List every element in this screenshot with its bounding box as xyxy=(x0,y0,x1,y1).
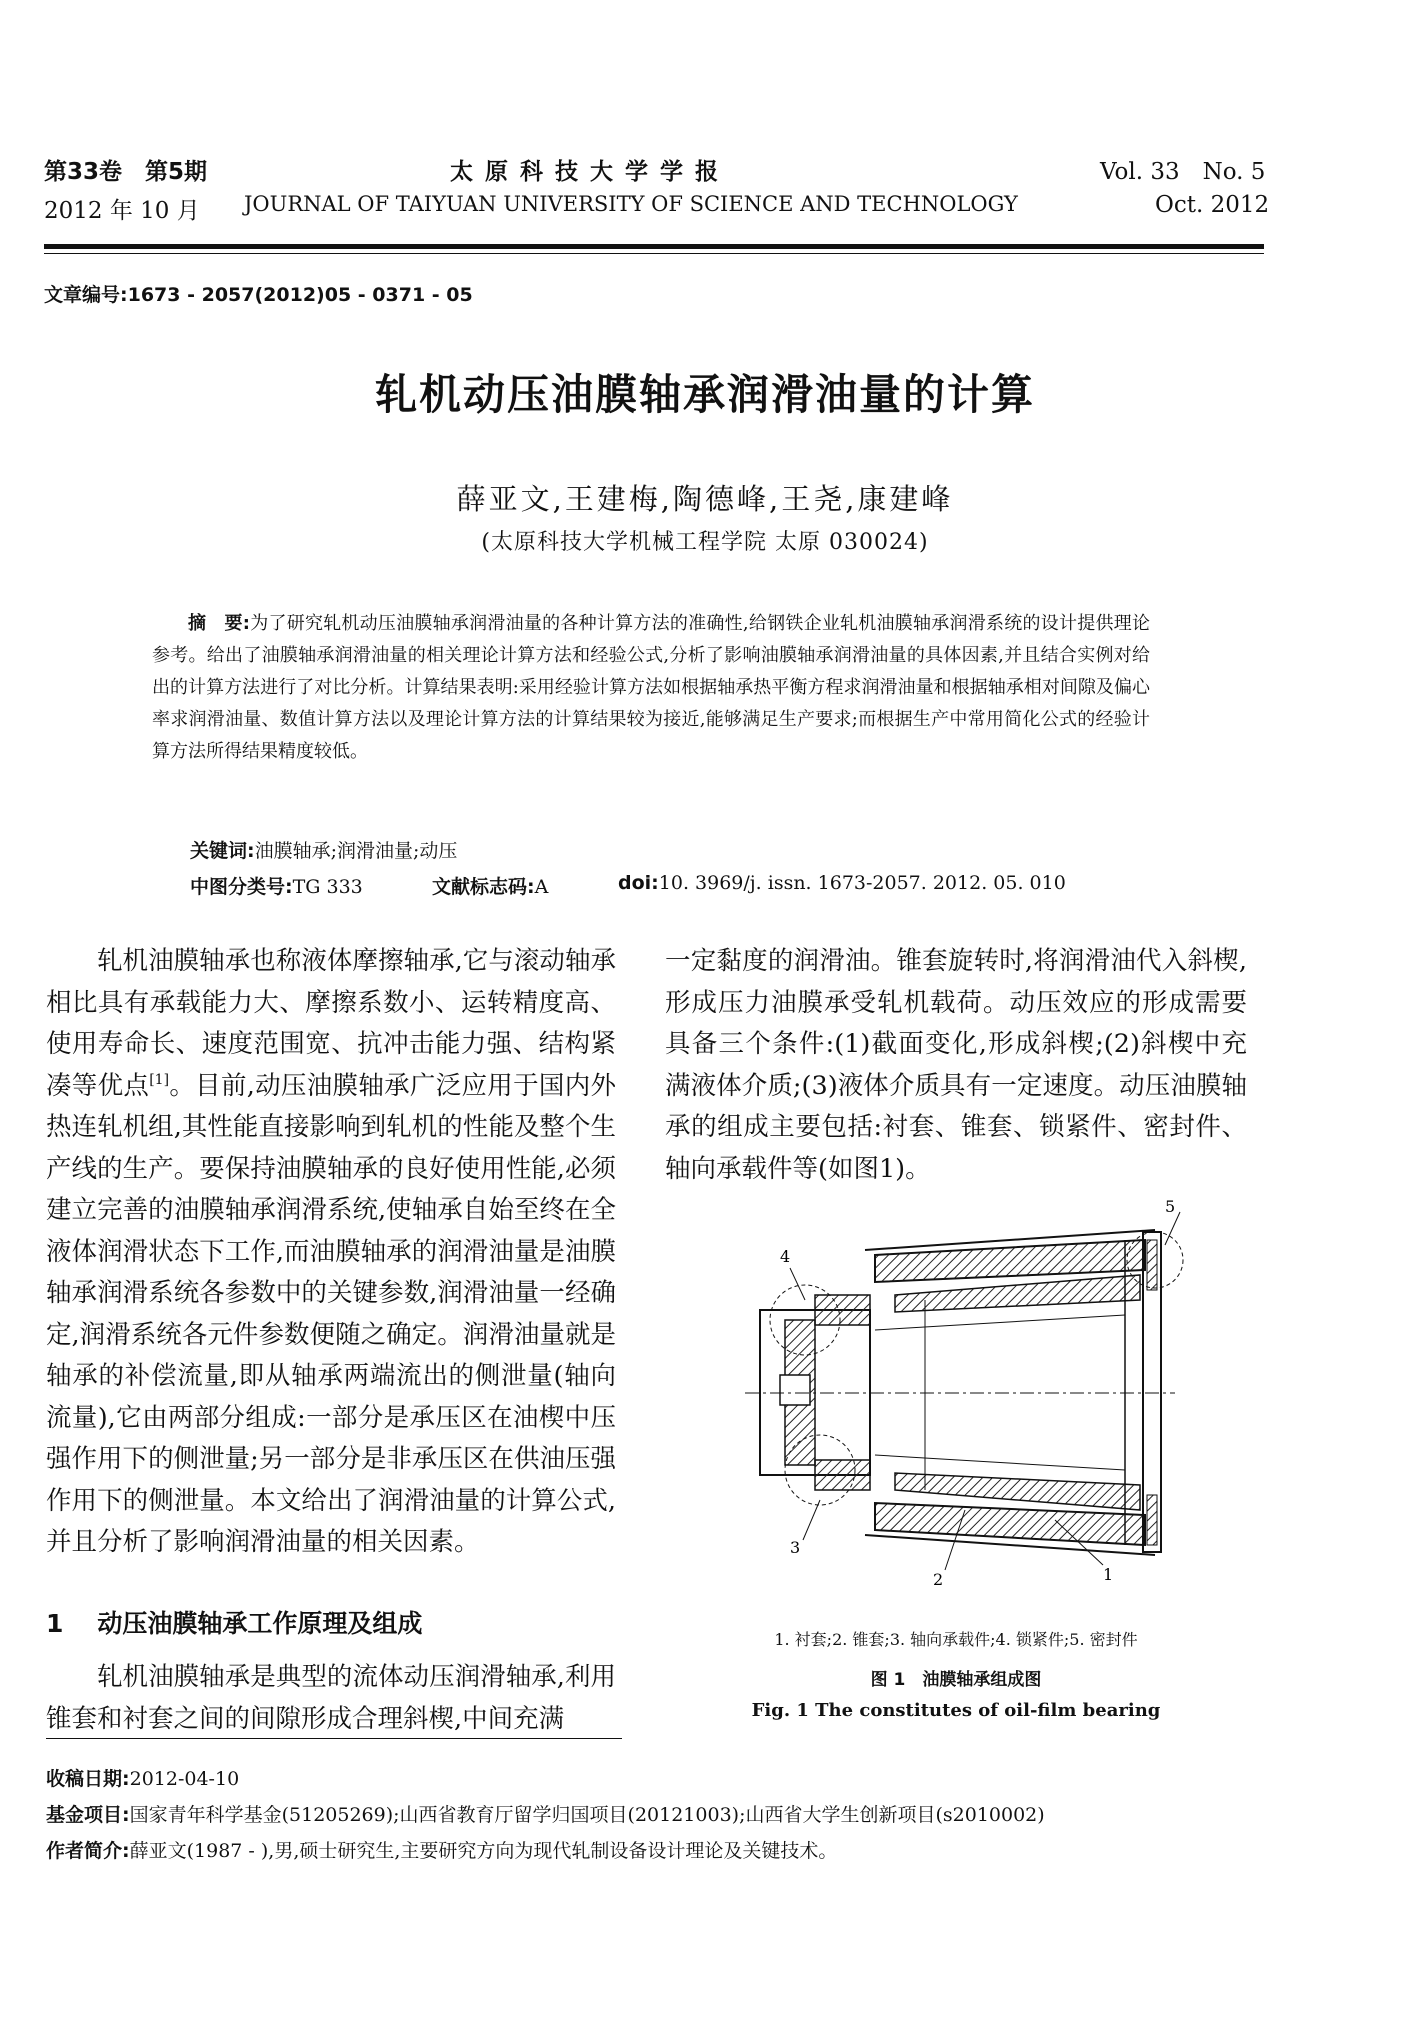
figure-label-3: 3 xyxy=(790,1538,801,1557)
author-list: 薛亚文,王建梅,陶德峰,王尧,康建峰 xyxy=(456,482,954,516)
fund-label: 基金项目: xyxy=(46,1804,130,1826)
doi-label: doi: xyxy=(618,872,659,894)
clc-label: 中图分类号: xyxy=(190,876,293,898)
footnote-rule xyxy=(46,1738,622,1739)
clc-number xyxy=(190,872,363,899)
header-rule-thin xyxy=(44,253,1264,254)
header-rule-thick xyxy=(44,244,1264,249)
received-label: 收稿日期: xyxy=(46,1768,130,1790)
section1-paragraph xyxy=(46,1657,616,1740)
section-heading xyxy=(46,1604,422,1640)
section-number: 1 xyxy=(46,1609,64,1638)
figure-caption-en: Fig. 1 The constitutes of oil-film bearing xyxy=(751,1700,1161,1721)
journal-name-cn: 太 原 科 技 大 学 学 报 xyxy=(450,159,721,185)
figure-label-2: 2 xyxy=(933,1570,944,1589)
fund-project xyxy=(46,1800,1045,1827)
author-bio xyxy=(46,1836,837,1863)
paper-title: 轧机动压油膜轴承润滑油量的计算 xyxy=(374,370,1035,419)
date-en: Oct. 2012 xyxy=(1155,192,1270,218)
section1-text: 轧机油膜轴承是典型的流体动压润滑轴承,利用锥套和衬套之间的间隙形成合理斜楔,中间充满 xyxy=(46,1662,616,1734)
citation-ref-1[interactable]: [1] xyxy=(149,1071,170,1088)
intro-text-b: 。目前,动压油膜轴承广泛应用于国内外热连轧机组,其性能直接影响到轧机的性能及整个生产线的生产。要保持油膜轴承的良好使用性能,必须建立完善的油膜轴承润滑系统,使轴承自始至终在全液体润滑状态下工作,而油膜轴承的润滑油量是油膜轴承润滑系统各参数中的关键参数,润滑油量一经确定,润滑系统各元件参数便随之确定。润滑油量就是轴承的补偿流量,即从轴承两端流出的侧泄量(轴向流量),它由两部分组成:一部分是承压区在油楔中压强作用下的侧泄量;另一部分是非承压区在供油压强作用下的侧泄量。本文给出了润滑油量的计算公式,并且分析了影响润滑油量的相关因素。 xyxy=(46,1070,616,1557)
right-column-text: 一定黏度的润滑油。锥套旋转时,将润滑油代入斜楔,形成压力油膜承受轧机载荷。动压效应的形成需要具备三个条件:(1)截面变化,形成斜楔;(2)斜楔中充满液体介质;(3)液体介质具有一定速度。动压油膜轴承的组成主要包括:衬套、锥套、锁紧件、密封件、轴向承载件等(如图1)。 xyxy=(665,946,1247,1184)
doc-code-value: A xyxy=(534,876,549,898)
author-bio-label: 作者简介: xyxy=(46,1840,130,1862)
right-column xyxy=(665,941,1247,1190)
keywords-label: 关键词: xyxy=(190,840,255,862)
received-value: 2012-04-10 xyxy=(129,1768,240,1790)
doi xyxy=(618,872,1066,894)
volume-issue: 第33卷 第5期 xyxy=(44,159,208,185)
clc-value: TG 333 xyxy=(292,876,363,898)
doc-code-label: 文献标志码: xyxy=(432,876,535,898)
intro-paragraph xyxy=(46,941,616,1564)
affiliation: (太原科技大学机械工程学院 太原 030024) xyxy=(481,530,929,555)
journal-name-en: JOURNAL OF TAIYUAN UNIVERSITY OF SCIENCE AND TECHNOLOGY xyxy=(244,192,1018,216)
abstract-text: 为了研究轧机动压油膜轴承润滑油量的各种计算方法的准确性,给钢铁企业轧机油膜轴承润滑系统的设计提供理论参考。给出了油膜轴承润滑油量的相关理论计算方法和经验公式,分析了影响油膜轴承润滑油量的具体因素,并且结合实例对给出的计算方法进行了对比分析。计算结果表明:采用经验计算方法如根据轴承热平衡方程求润滑油量和根据轴承相对间隙及偏心率求润滑油量、数值计算方法以及理论计算方法的计算结果较为接近,能够满足生产要求;而根据生产中常用简化公式的经验计算方法所得结果精度较低。 xyxy=(152,613,1151,762)
abstract xyxy=(152,608,1150,768)
fund-value: 国家青年科学基金(51205269);山西省教育厅留学归国项目(20121003);山西省大学生创新项目(s2010002) xyxy=(129,1804,1045,1826)
section-title: 动压油膜轴承工作原理及组成 xyxy=(97,1609,423,1638)
sleeve-top xyxy=(895,1275,1140,1312)
figure-legend: 1. 衬套;2. 锥套;3. 轴向承载件;4. 锁紧件;5. 密封件 xyxy=(774,1630,1138,1649)
author-bio-value: 薛亚文(1987 - ),男,硕士研究生,主要研究方向为现代轧制设备设计理论及关键技术。 xyxy=(129,1840,838,1862)
received-date xyxy=(46,1764,239,1791)
keywords xyxy=(190,836,457,863)
abstract-label: 摘 要: xyxy=(188,613,250,634)
keywords-text: 油膜轴承;润滑油量;动压 xyxy=(254,840,458,862)
figure-label-4: 4 xyxy=(780,1247,791,1266)
figure-label-5: 5 xyxy=(1165,1200,1176,1216)
date-cn: 2012 年 10 月 xyxy=(44,198,200,224)
sleeve-bottom xyxy=(895,1473,1140,1510)
document-code xyxy=(432,872,548,899)
doi-value: 10. 3969/j. issn. 1673-2057. 2012. 05. 010 xyxy=(658,872,1066,894)
oil-film-bearing-figure xyxy=(725,1200,1190,1595)
article-number: 文章编号:1673 - 2057(2012)05 - 0371 - 05 xyxy=(44,284,473,306)
volume-issue-en: Vol. 33 No. 5 xyxy=(1100,159,1266,185)
intro-text-a: 轧机油膜轴承也称液体摩擦轴承,它与滚动轴承相比具有承载能力大、摩擦系数小、运转精度高、使用寿命长、速度范围宽、抗冲击能力强、结构紧凑等优点 xyxy=(46,946,616,1101)
figure-label-1: 1 xyxy=(1103,1565,1114,1584)
figure-caption-cn: 图 1 油膜轴承组成图 xyxy=(870,1670,1042,1690)
left-column xyxy=(46,941,616,1564)
